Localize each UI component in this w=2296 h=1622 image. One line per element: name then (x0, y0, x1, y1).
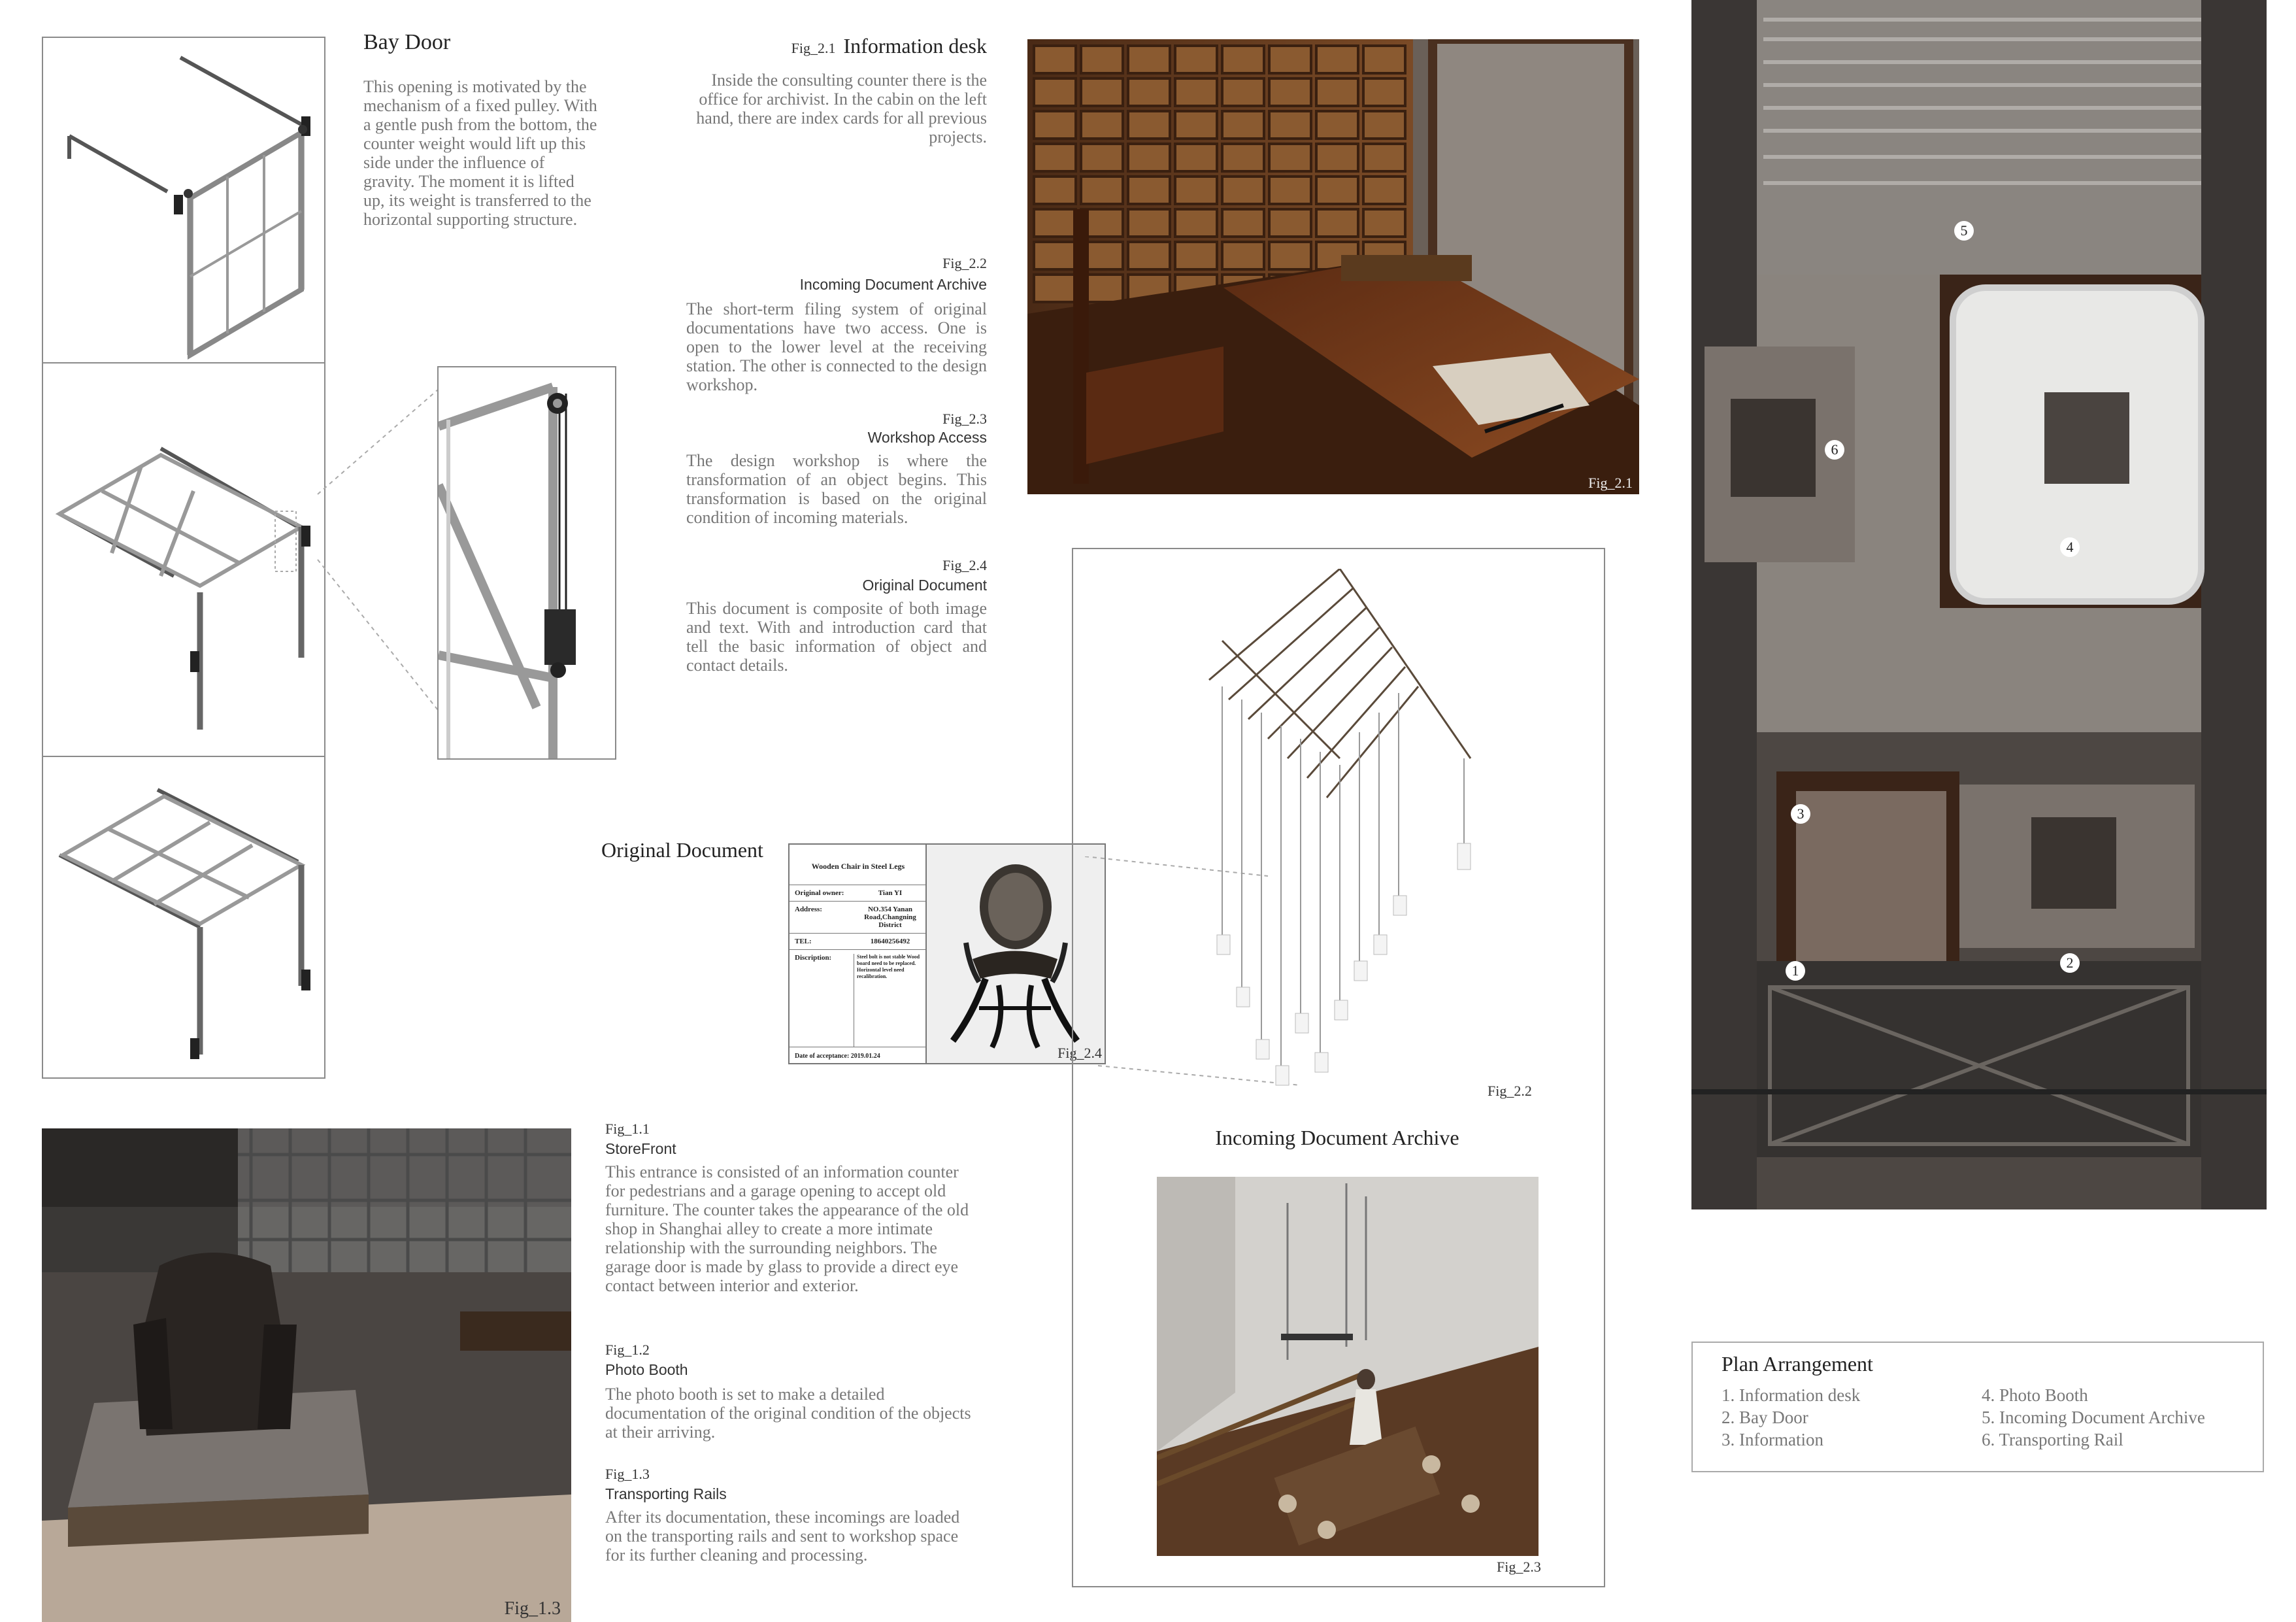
fig-2-1-heading (686, 34, 987, 58)
plan-legend-item-2: 2. Bay Door (1722, 1408, 1808, 1427)
plan-marker-2: 2 (2060, 953, 2080, 973)
workshop-access-render (1157, 1177, 1539, 1556)
drawer (1128, 242, 1170, 269)
fig-2-1-text: Inside the consulting counter there is the office for archivist. In the cabin on the left hand, there are index cards for all previous projects. (696, 71, 987, 146)
drawer (1034, 177, 1076, 204)
fig-2-2-title: Incoming Document Archive (799, 276, 987, 293)
archive-rail-diagram (1196, 569, 1484, 1092)
fig-2-3-text: The design workshop is where the transformation of an object begins. This transformation is based on the original condition of incoming materials. (686, 451, 987, 527)
drawer (1316, 46, 1358, 73)
fig-2-4-title: Original Document (862, 577, 987, 594)
drawer (1222, 242, 1264, 269)
drawer (1316, 177, 1358, 204)
owner-value: Tian YI (878, 889, 903, 897)
drawer (1128, 46, 1170, 73)
drawer (1175, 78, 1217, 106)
fig-2-2-image-label: Fig_2.2 (1488, 1083, 1532, 1099)
drawer (1222, 144, 1264, 171)
drawer (1034, 111, 1076, 139)
document-card (788, 843, 928, 1064)
drawer (1316, 78, 1358, 106)
drawer (1363, 78, 1405, 106)
drawer (1034, 275, 1076, 302)
plan-legend-item-4: 4. Photo Booth (1982, 1385, 2088, 1405)
plan-legend (1691, 1342, 2264, 1472)
drawer (1128, 209, 1170, 237)
plan-legend-item-3: 3. Information (1722, 1430, 1823, 1449)
drawer (1269, 242, 1311, 269)
plan-marker-3: 3 (1791, 804, 1810, 824)
drawer (1175, 177, 1217, 204)
address-label: Address: (795, 905, 822, 913)
drawer (1316, 209, 1358, 237)
drawer (1128, 177, 1170, 204)
drawer (1175, 242, 1217, 269)
fig-1-1-text: This entrance is consisted of an information counter for pedestrians and a garage opening to accept old furniture. The counter takes the appearance of the old shop in Shanghai alley to create a more intimate relationship with the surrounding neighbors. The garage door is made by glass to provide a direct eye contact between interior and exterior. (605, 1162, 969, 1295)
information-desk-render (1027, 39, 1639, 494)
fig-2-2-text: The short-term filing system of original documentations have two access. One is open to the lower level at the receiving station. The other is connected to the design workshop. (686, 299, 987, 394)
drawer (1175, 111, 1217, 139)
drawer (1034, 242, 1076, 269)
drawer (1034, 46, 1076, 73)
drawer (1081, 144, 1123, 171)
original-document-heading: Original Document (601, 838, 763, 862)
drawer (1034, 78, 1076, 106)
fig-2-1-title: Information desk (843, 34, 987, 58)
drawer (1034, 144, 1076, 171)
drawer (1269, 177, 1311, 204)
plan-legend-item-5: 5. Incoming Document Archive (1982, 1408, 2205, 1427)
address-value: NO.354 Yanan Road,Changning District (864, 905, 916, 929)
drawer (1316, 111, 1358, 139)
drawer (1081, 78, 1123, 106)
bay-door-diagram-closed (42, 37, 325, 365)
description-label: Discription: (795, 954, 832, 962)
bay-door-title: Bay Door (363, 30, 451, 54)
fig-2-4-number: Fig_2.4 (942, 557, 987, 573)
drawer (1363, 111, 1405, 139)
fig-1-3-image-label: Fig_1.3 (504, 1598, 561, 1619)
fig-1-3-number: Fig_1.3 (605, 1466, 650, 1482)
fig-2-3-number: Fig_2.3 (942, 411, 987, 427)
drawer (1175, 144, 1217, 171)
plan-marker-5: 5 (1954, 221, 1974, 241)
drawer (1363, 144, 1405, 171)
tel-value: 18640256492 (870, 938, 910, 945)
drawer (1081, 111, 1123, 139)
fig-1-3-title: Transporting Rails (605, 1485, 727, 1502)
fig-2-4-text: This document is composite of both image and text. With and introduction card that tell the basic information of object and contact details. (686, 599, 987, 675)
drawer (1269, 78, 1311, 106)
drawer (1363, 209, 1405, 237)
drawer (1316, 144, 1358, 171)
drawer (1363, 177, 1405, 204)
tel-label: TEL: (795, 938, 812, 945)
drawer (1222, 209, 1264, 237)
drawer (1175, 209, 1217, 237)
drawer (1222, 111, 1264, 139)
transporting-rails-render (42, 1128, 571, 1622)
drawer (1222, 46, 1264, 73)
plan-legend-title: Plan Arrangement (1722, 1352, 1873, 1376)
pulley-detail-diagram (437, 366, 616, 760)
fig-2-3-title: Workshop Access (867, 429, 987, 446)
drawer (1269, 111, 1311, 139)
fig-2-4-image-label: Fig_2.4 (1057, 1045, 1102, 1061)
plan-marker-6: 6 (1825, 440, 1844, 460)
plan-render (1691, 0, 2267, 1209)
archive-heading: Incoming Document Archive (1215, 1126, 1459, 1149)
plan-marker-4: 4 (2060, 537, 2080, 557)
drawer (1081, 46, 1123, 73)
drawer (1222, 78, 1264, 106)
drawer (1269, 46, 1311, 73)
drawer (1128, 78, 1170, 106)
drawer (1363, 46, 1405, 73)
fig-2-1-image-label: Fig_2.1 (1588, 475, 1633, 491)
fig-2-1-number: Fig_2.1 (791, 40, 836, 56)
owner-label: Original owner: (795, 889, 844, 897)
drawer (1269, 144, 1311, 171)
plan-marker-1: 1 (1786, 961, 1805, 981)
fig-1-1-title: StoreFront (605, 1140, 676, 1157)
drawer (1128, 144, 1170, 171)
drawer (1222, 177, 1264, 204)
fig-1-2-number: Fig_1.2 (605, 1342, 650, 1358)
plan-legend-item-6: 6. Transporting Rail (1982, 1430, 2123, 1449)
drawer (1269, 209, 1311, 237)
drawer (1034, 209, 1076, 237)
bay-door-text: This opening is motivated by the mechanism of a fixed pulley. With a gentle push from the bottom, the counter weight would lift up this side under the influence of gravity. The moment it is lifted up, its weight is transferred to the horizontal supporting structure. (363, 77, 597, 229)
description-value: Steel bolt is not stable Wood board need to be replaced. Horizontal level need recalibration. (854, 954, 927, 1047)
drawer (1128, 111, 1170, 139)
fig-2-3-image-label: Fig_2.3 (1497, 1559, 1541, 1575)
drawer (1175, 46, 1217, 73)
fig-2-2-number: Fig_2.2 (942, 255, 987, 271)
fig-1-3-text: After its documentation, these incomings are loaded on the transporting rails and sent to workshop space for its further cleaning and processing. (605, 1508, 960, 1564)
acceptance-date: Date of acceptance: 2019.01.24 (795, 1053, 880, 1060)
bay-door-diagram-open (42, 756, 325, 1079)
fig-1-1-number: Fig_1.1 (605, 1121, 650, 1137)
detail-connector-lines (281, 363, 444, 730)
fig-1-2-title: Photo Booth (605, 1361, 688, 1378)
drawer (1081, 177, 1123, 204)
card-title: Wooden Chair in Steel Legs (790, 845, 927, 885)
plan-legend-item-1: 1. Information desk (1722, 1385, 1861, 1405)
fig-1-2-text: The photo booth is set to make a detailed documentation of the original condition of the objects at their arriving. (605, 1385, 971, 1442)
